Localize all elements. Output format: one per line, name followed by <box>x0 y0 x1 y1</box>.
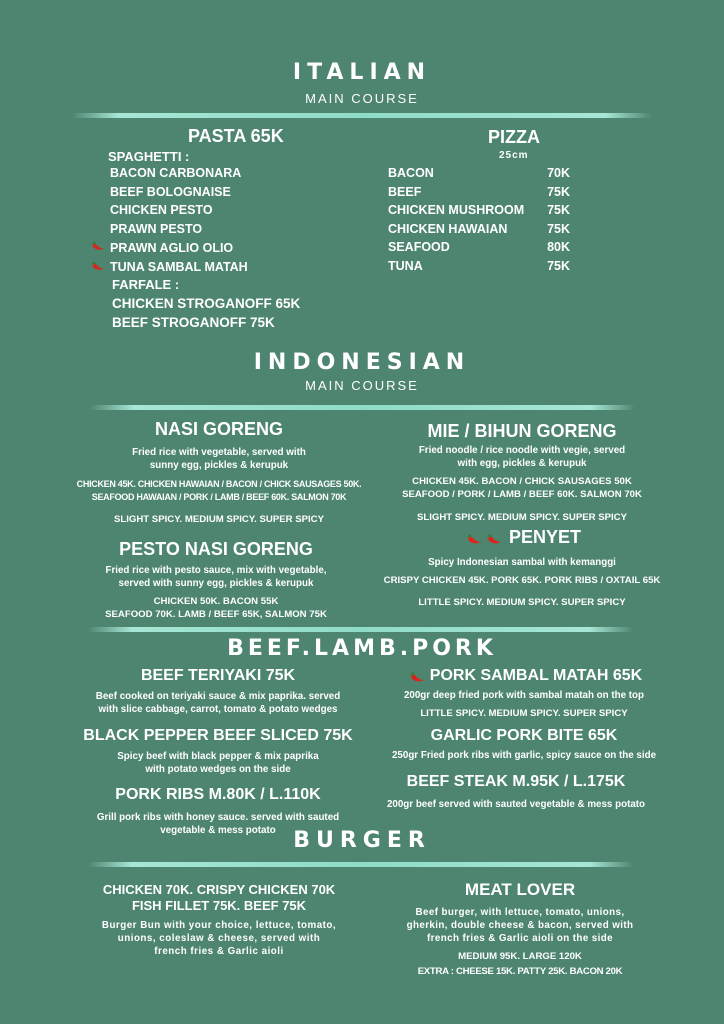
spaghetti-item-label: CHICKEN PESTO <box>110 203 213 217</box>
meat-lover-prices: MEDIUM 95K. LARGE 120K <box>458 951 582 962</box>
burger-left-desc-2: unions, coleslaw & cheese, served with <box>117 933 321 944</box>
spaghetti-item-label: PRAWN AGLIO OLIO <box>110 240 234 255</box>
pizza-title: PIZZA <box>488 127 540 147</box>
pork-ribs-title: PORK RIBS M.80K / L.110K <box>115 786 321 803</box>
pizza-item <box>388 257 570 276</box>
pesto-nasi-goreng-desc-2: served with sunny egg, pickles & kerupuk <box>118 578 314 589</box>
meat-lover-title: MEAT LOVER <box>464 880 576 899</box>
pesto-nasi-goreng-prices-1: CHICKEN 50K. BACON 55K <box>153 596 279 607</box>
spaghetti-item-label: BEEF BOLOGNAISE <box>110 184 231 199</box>
chili-icon <box>483 530 503 546</box>
pasta-title: PASTA 65K <box>188 126 284 146</box>
pizza-item-price: 70K <box>547 166 570 180</box>
mie-goreng-prices-2: SEAFOOD / PORK / LAMB / BEEF 60K. SALMON 70K <box>402 489 642 500</box>
beef-lamb-pork-title: BEEF.LAMB.PORK <box>227 636 497 661</box>
divider-beef-lamb-pork <box>88 627 633 632</box>
pesto-nasi-goreng-title: PESTO NASI GORENG <box>119 539 313 559</box>
pizza-list <box>388 164 570 275</box>
nasi-goreng-title: NASI GORENG <box>154 419 283 439</box>
spaghetti-item <box>88 164 248 183</box>
italian-title: ITALIAN <box>292 60 432 85</box>
beef-steak-block <box>346 773 686 811</box>
pizza-item-price: 75K <box>547 258 570 273</box>
nasi-goreng-block <box>56 419 382 526</box>
burger-left-desc-1: Burger Bun with your choice, lettuce, tomato, <box>101 920 337 931</box>
pork-sambal-block <box>354 667 694 720</box>
mie-goreng-desc-1: Fried noodle / rice noodle with vegie, served <box>418 445 626 456</box>
pizza-item <box>388 238 570 257</box>
beef-steak-desc: 200gr beef served with sauted vegetable & mess potato <box>386 799 646 810</box>
chili-icon <box>463 530 483 546</box>
indonesian-subtitle: MAIN COURSE <box>305 378 419 393</box>
pizza-item-name: BACON <box>388 166 434 180</box>
pizza-item-name: CHICKEN MUSHROOM <box>388 203 525 217</box>
pizza-item <box>388 201 570 220</box>
burger-left-title-1: CHICKEN 70K. CRISPY CHICKEN 70K <box>102 882 336 897</box>
nasi-goreng-prices-1: CHICKEN 45K. CHICKEN HAWAIAN / BACON / CHICK SAUSAGES 50K. <box>76 479 362 489</box>
chili-icon <box>88 238 110 258</box>
spaghetti-item <box>88 201 248 220</box>
pesto-nasi-goreng-block <box>56 539 376 621</box>
spaghetti-item <box>88 183 248 202</box>
mie-goreng-spice: SLIGHT SPICY. MEDIUM SPICY. SUPER SPICY <box>416 512 628 523</box>
pork-sambal-heading <box>354 667 694 685</box>
divider-indonesian <box>90 405 635 410</box>
meat-lover-desc-2: gherkin, double cheese & bacon, served with <box>406 920 634 931</box>
chili-icon <box>88 258 110 278</box>
penyet-desc: Spicy Indonesian sambal with kemanggi <box>428 557 616 568</box>
farfale-item: CHICKEN STROGANOFF 65K <box>112 296 301 311</box>
penyet-title: PENYET <box>508 527 582 547</box>
pizza-size: 25cm <box>499 150 529 161</box>
mie-goreng-title: MIE / BIHUN GORENG <box>427 421 617 441</box>
spaghetti-label: SPAGHETTI : <box>108 149 190 164</box>
spaghetti-item-label: PRAWN PESTO <box>110 221 203 236</box>
farfale-list <box>112 294 300 332</box>
spaghetti-item <box>88 220 248 239</box>
divider-burger <box>88 862 633 867</box>
spaghetti-item <box>88 238 248 258</box>
burger-left-desc-3: french fries & Garlic aioli <box>154 946 284 957</box>
garlic-pork-title: GARLIC PORK BITE 65K <box>430 727 618 744</box>
farfale-item: BEEF STROGANOFF 75K <box>112 315 275 330</box>
pizza-item-name: SEAFOOD <box>388 240 450 254</box>
burger-title: BURGER <box>293 828 431 853</box>
mie-goreng-desc-2: with egg, pickles & kerupuk <box>457 458 587 469</box>
beef-teriyaki-block <box>62 667 374 716</box>
pizza-item-name: TUNA <box>388 258 423 273</box>
meat-lover-extra: EXTRA : CHEESE 15K. PATTY 25K. BACON 20K <box>417 966 623 977</box>
nasi-goreng-desc-2: sunny egg, pickles & kerupuk <box>149 460 289 471</box>
black-pepper-desc-1: Spicy beef with black pepper & mix paprika <box>117 751 319 762</box>
black-pepper-block <box>62 727 374 776</box>
indonesian-title: INDONESIAN <box>253 350 471 375</box>
beef-teriyaki-desc-2: with slice cabbage, carrot, tomato & potato wedges <box>98 704 338 715</box>
penyet-block <box>362 527 682 609</box>
beef-teriyaki-title: BEEF TERIYAKI 75K <box>140 667 296 684</box>
meat-lover-desc-3: french fries & Garlic aioli on the side <box>426 933 613 944</box>
pizza-item-price: 80K <box>547 240 570 254</box>
pork-sambal-desc: 200gr deep fried pork with sambal matah on the top <box>403 690 645 701</box>
farfale-label: FARFALE : <box>112 277 180 292</box>
garlic-pork-block <box>354 727 694 762</box>
pesto-nasi-goreng-prices-2: SEAFOOD 70K. LAMB / BEEF 65K, SALMON 75K <box>105 609 327 620</box>
spaghetti-item-label: TUNA SAMBAL MATAH <box>110 260 248 274</box>
meat-lover-desc-1: Beef burger, with lettuce, tomato, unions, <box>415 907 625 918</box>
italian-subtitle: MAIN COURSE <box>305 91 419 106</box>
spaghetti-list <box>88 164 248 277</box>
nasi-goreng-prices-2: SEAFOOD HAWAIAN / PORK / LAMB / BEEF 60K. SALMON 70K <box>91 492 347 502</box>
mie-goreng-prices-1: CHICKEN 45K. BACON / CHICK SAUSAGES 50K <box>412 476 632 487</box>
burger-left-title-2: FISH FILLET 75K. BEEF 75K <box>131 898 307 913</box>
pizza-item-name: CHICKEN HAWAIAN <box>388 221 508 236</box>
pork-sambal-spice: LITTLE SPICY. MEDIUM SPICY. SUPER SPICY <box>420 708 628 719</box>
black-pepper-title: BLACK PEPPER BEEF SLICED 75K <box>83 727 353 744</box>
pizza-item-price: 75K <box>547 184 570 199</box>
pork-ribs-desc-2: vegetable & mess potato <box>160 825 276 836</box>
penyet-spice: LITTLE SPICY. MEDIUM SPICY. SUPER SPICY <box>418 597 626 608</box>
chili-icon <box>406 668 426 684</box>
meat-lover-block <box>346 880 694 978</box>
divider-italian <box>72 113 652 118</box>
nasi-goreng-desc-1: Fried rice with vegetable, served with <box>132 447 306 458</box>
penyet-prices: CRISPY CHICKEN 45K. PORK 65K. PORK RIBS / OXTAIL 65K <box>383 575 661 586</box>
pizza-item-price: 75K <box>547 221 570 236</box>
nasi-goreng-spice: SLIGHT SPICY. MEDIUM SPICY. SUPER SPICY <box>113 514 325 525</box>
beef-steak-title: BEEF STEAK M.95K / L.175K <box>406 773 626 790</box>
pesto-nasi-goreng-desc-1: Fried rice with pesto sauce, mix with vegetable, <box>105 565 327 576</box>
pork-ribs-desc-1: Grill pork ribs with honey sauce. served with sauted <box>96 812 340 823</box>
spaghetti-item <box>88 258 248 278</box>
mie-goreng-block <box>362 421 682 524</box>
penyet-heading <box>362 527 682 548</box>
pizza-item <box>388 220 570 239</box>
beef-teriyaki-desc-1: Beef cooked on teriyaki sauce & mix paprika. served <box>95 691 341 702</box>
pizza-item-name: BEEF <box>388 184 422 199</box>
pizza-item <box>388 183 570 202</box>
garlic-pork-desc: 250gr Fried pork ribs with garlic, spicy sauce on the side <box>391 750 657 761</box>
pork-sambal-title: PORK SAMBAL MATAH 65K <box>429 667 643 684</box>
pizza-item <box>388 164 570 183</box>
black-pepper-desc-2: with potato wedges on the side <box>145 764 291 775</box>
burger-left-block <box>56 882 382 958</box>
spaghetti-item-label: BACON CARBONARA <box>110 166 242 180</box>
pizza-item-price: 75K <box>547 203 570 217</box>
